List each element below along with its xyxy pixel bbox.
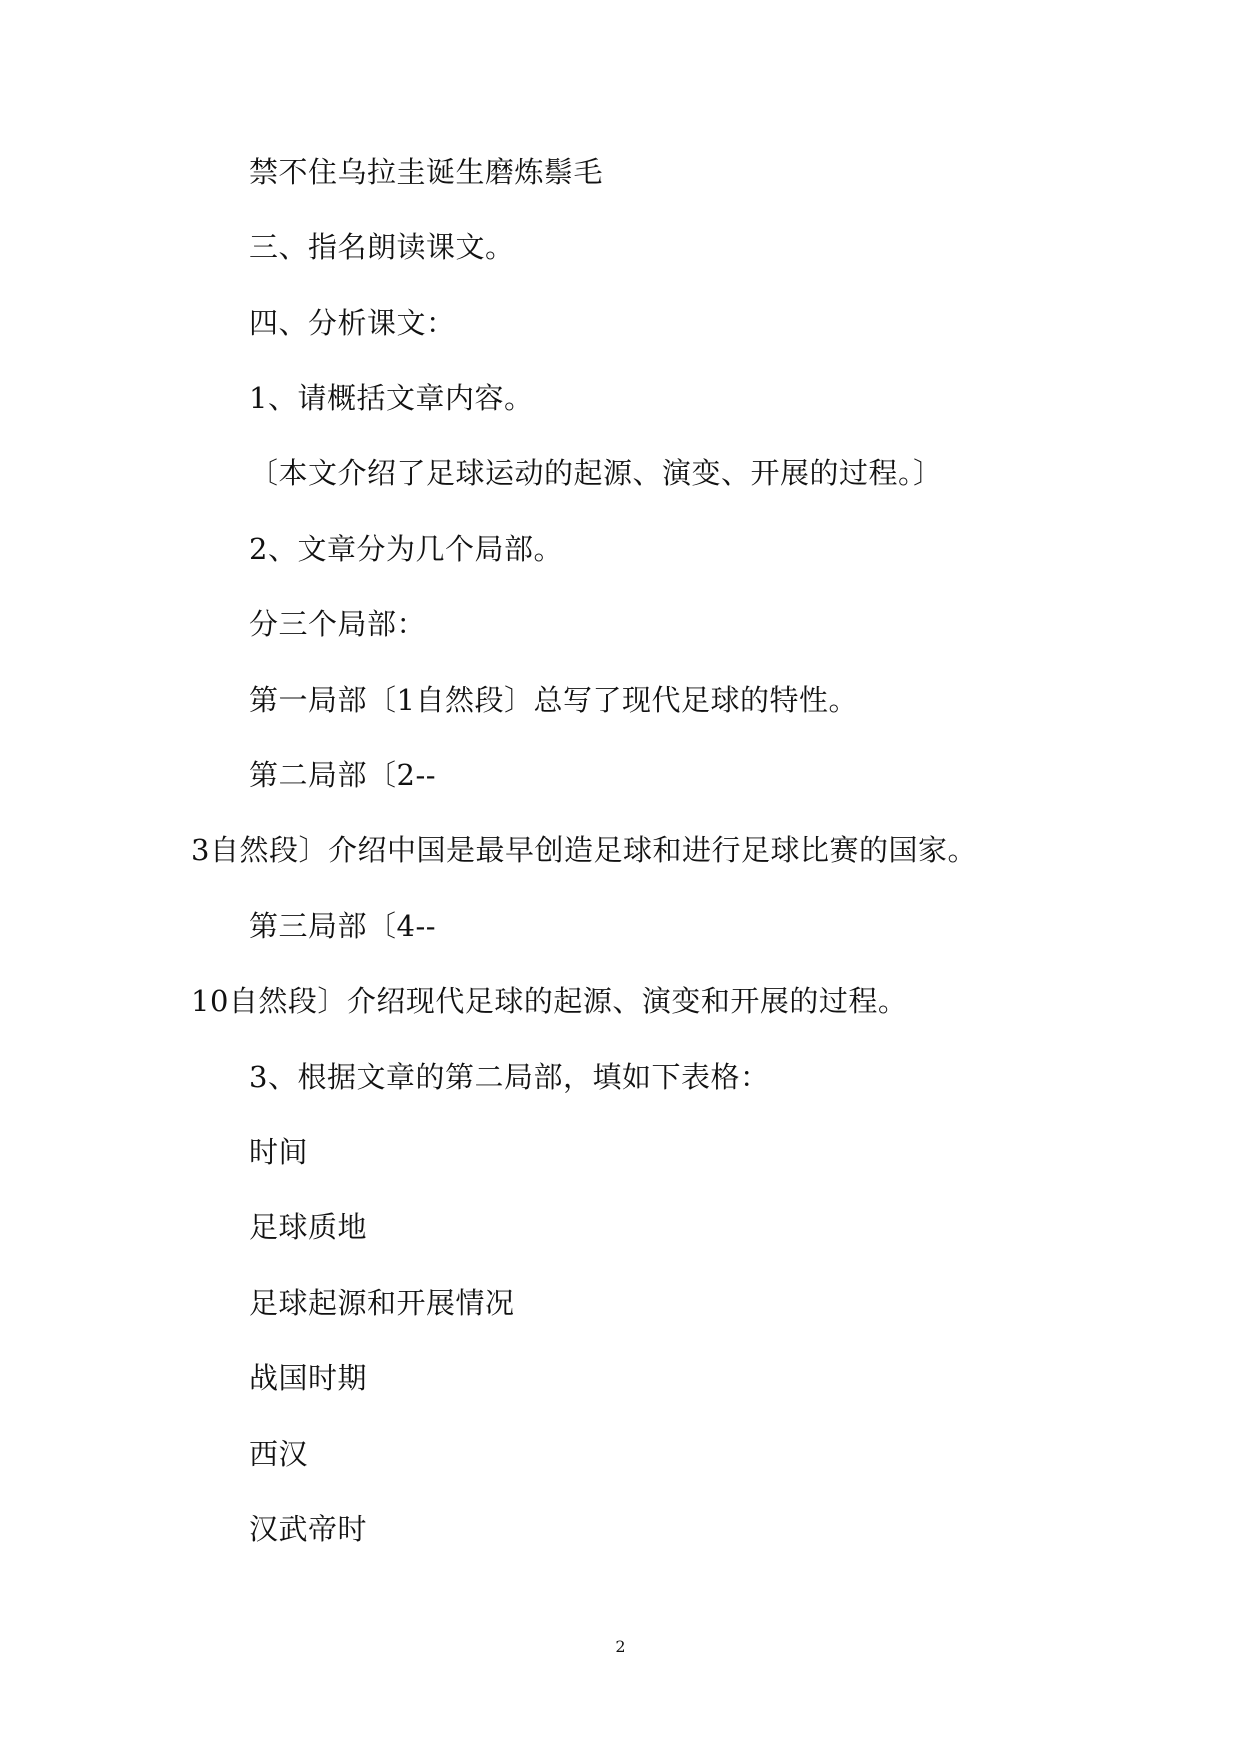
text-line: 2、文章分为几个局部。 [249, 532, 563, 566]
text-line: 时间 [249, 1135, 309, 1169]
text-line: 第一局部〔1自然段〕总写了现代足球的特性。 [249, 683, 858, 717]
text-line: 汉武帝时 [249, 1512, 368, 1546]
text-line: 战国时期 [249, 1361, 368, 1395]
text-line: 足球起源和开展情况 [249, 1286, 515, 1320]
text-line: 第二局部〔2-- [249, 758, 437, 792]
text-line: 西汉 [249, 1437, 309, 1471]
text-line: 禁不住乌拉圭诞生磨炼鬃毛 [249, 155, 604, 189]
text-line: 3自然段〕介绍中国是最早创造足球和进行足球比赛的国家。 [191, 833, 977, 867]
text-line: 1、请概括文章内容。 [249, 381, 534, 415]
text-line: 第三局部〔4-- [249, 909, 437, 943]
page-number: 2 [615, 1637, 626, 1656]
text-line: 3、根据文章的第二局部，填如下表格： [249, 1060, 770, 1094]
text-line: 四、分析课文： [249, 306, 456, 340]
text-line: 〔本文介绍了足球运动的起源、演变、开展的过程。〕 [249, 456, 943, 490]
text-line: 三、指名朗读课文。 [249, 230, 515, 264]
text-line: 分三个局部： [249, 607, 427, 641]
text-line: 足球质地 [249, 1210, 368, 1244]
text-line: 10自然段〕介绍现代足球的起源、演变和开展的过程。 [191, 984, 908, 1018]
